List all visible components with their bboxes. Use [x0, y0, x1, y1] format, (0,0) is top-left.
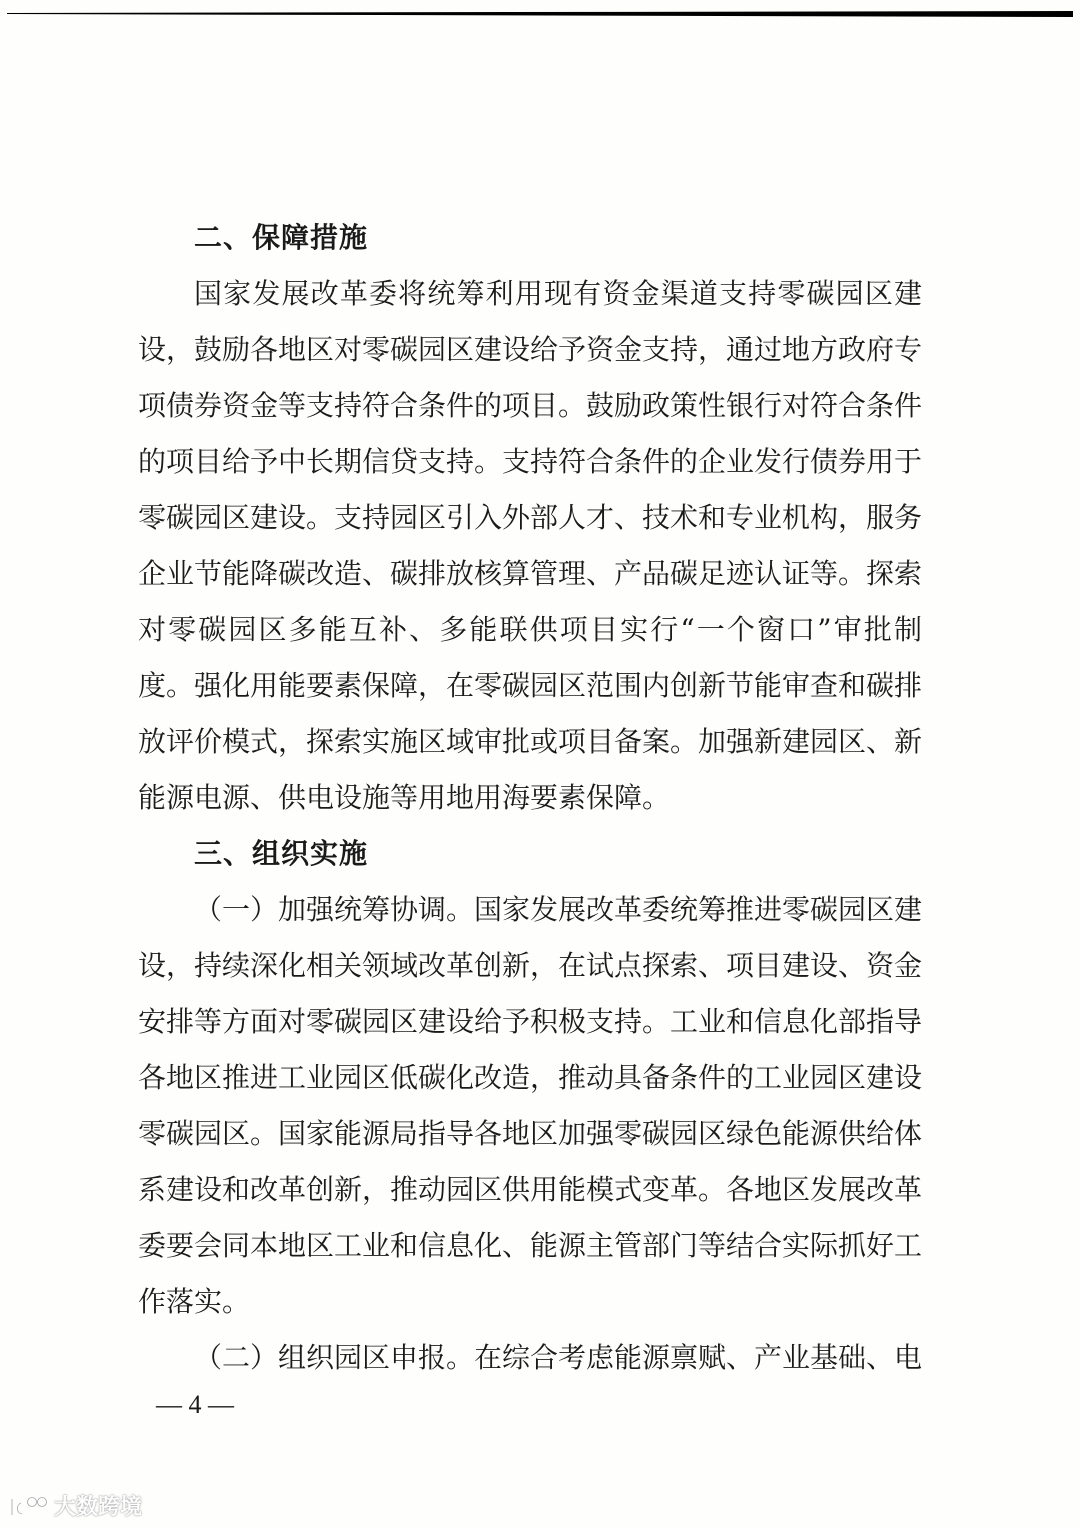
paragraph-line: 作落实。 — [138, 1285, 251, 1318]
top-rule-divider — [7, 11, 1073, 17]
safeguards-paragraph — [138, 266, 922, 826]
paragraph-line: 的项目给予中长期信贷支持。支持符合条件的企业发行债券用于 — [138, 445, 923, 478]
subsection-coordination — [138, 882, 922, 1330]
paragraph-line: 设，持续深化相关领域改革创新，在试点探索、项目建设、资金 — [138, 949, 923, 982]
subsection-application — [138, 1330, 922, 1386]
paragraph-line — [138, 1330, 922, 1386]
paragraph-line: 设，鼓励各地区对零碳园区建设给予资金支持，通过地方政府专 — [138, 333, 923, 366]
paragraph-line — [138, 882, 922, 938]
paragraph-line: 委要会同本地区工业和信息化、能源主管部门等结合实际抓好工 — [138, 1229, 923, 1262]
page-number: — 4 — — [156, 1390, 234, 1419]
paragraph-line: 放评价模式，探索实施区域审批或项目备案。加强新建园区、新 — [138, 725, 923, 758]
paragraph-line: 系建设和改革创新，推动园区供用能模式变革。各地区发展改革 — [138, 1173, 923, 1206]
paragraph-line: 国家发展改革委将统筹利用现有资金渠道支持零碳园区建 — [194, 277, 922, 310]
paragraph-line: 能源电源、供电设施等用地用海要素保障。 — [138, 781, 671, 814]
paragraph-line: 度。强化用能要素保障，在零碳园区范围内创新节能审查和碳排 — [138, 669, 923, 702]
paragraph-line: 零碳园区建设。支持园区引入外部人才、技术和专业机构，服务 — [138, 501, 923, 534]
paragraph-line: 各地区推进工业园区低碳化改造，推动具备条件的工业园区建设 — [138, 1061, 923, 1094]
watermark-logo-icon — [8, 1493, 48, 1519]
paragraph-line: 企业节能降碳改造、碳排放核算管理、产品碳足迹认证等。探索 — [138, 557, 923, 590]
paragraph-line: 对零碳园区多能互补、多能联供项目实行“一个窗口”审批制 — [138, 613, 922, 646]
paragraph-text: 组织园区申报。在综合考虑能源禀赋、产业基础、电 — [278, 1341, 923, 1374]
paragraph-line: 零碳园区。国家能源局指导各地区加强零碳园区绿色能源供给体 — [138, 1117, 923, 1150]
watermark-text: 大数跨境 — [54, 1495, 143, 1520]
paragraph-text: 加强统筹协调。国家发展改革委统筹推进零碳园区建 — [278, 893, 923, 926]
subsection-label: （二） — [194, 1341, 279, 1374]
watermark — [8, 1490, 142, 1521]
paragraph-line: 项债券资金等支持符合条件的项目。鼓励政策性银行对符合条件 — [138, 389, 923, 422]
subsection-label: （一） — [194, 893, 279, 926]
section-heading-implementation: 三、组织实施 — [194, 837, 369, 870]
document-body — [138, 210, 922, 1386]
paragraph-line: 安排等方面对零碳园区建设给予积极支持。工业和信息化部指导 — [138, 1005, 923, 1038]
section-heading-safeguards: 二、保障措施 — [194, 221, 369, 254]
